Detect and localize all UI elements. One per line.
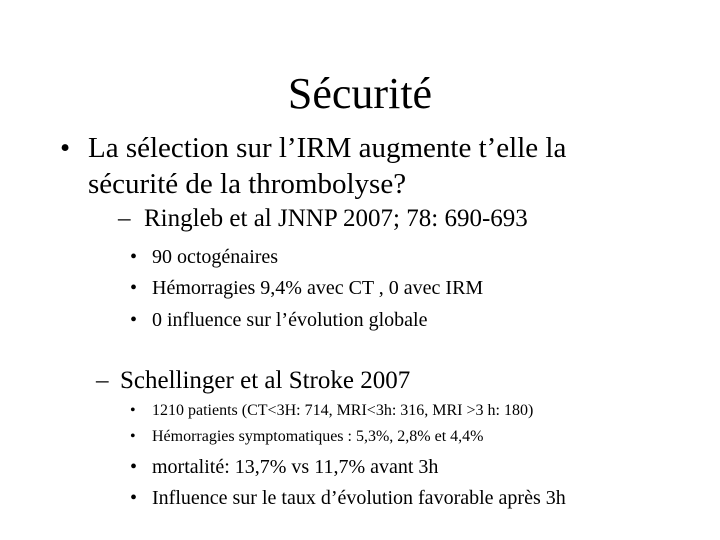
study-2-small-point: 1210 patients (CT<3H: 714, MRI<3h: 316, MRI >3 h: 180): [152, 402, 534, 419]
bullet-marker: •: [130, 277, 138, 299]
study-1-point: 90 octogénaires: [152, 246, 279, 268]
main-question-line-1: La sélection sur l’IRM augmente t’elle la: [88, 132, 567, 164]
bullet-marker: •: [130, 456, 138, 478]
bullet-marker: •: [130, 309, 138, 331]
bullet-marker: •: [130, 402, 136, 419]
bullet-marker: •: [130, 246, 138, 268]
study-2-small-point: Hémorragies symptomatiques : 5,3%, 2,8% et 4,4%: [152, 428, 484, 445]
slide-title: Sécurité: [287, 69, 433, 118]
study-2-citation: Schellinger et al Stroke 2007: [120, 367, 411, 394]
dash-marker: –: [96, 367, 109, 394]
bullet-marker: •: [60, 132, 71, 164]
study-2-point: mortalité: 13,7% vs 11,7% avant 3h: [152, 456, 439, 478]
main-question-line-2: sécurité de la thrombolyse?: [88, 168, 407, 200]
study-1-citation: Ringleb et al JNNP 2007; 78: 690-693: [144, 205, 528, 232]
bullet-marker: •: [130, 428, 136, 445]
study-1-point: Hémorragies 9,4% avec CT , 0 avec IRM: [152, 277, 484, 299]
study-1-point: 0 influence sur l’évolution globale: [152, 309, 428, 331]
study-2-point: Influence sur le taux d’évolution favorable après 3h: [152, 487, 566, 509]
dash-marker: –: [118, 205, 131, 232]
bullet-marker: •: [130, 487, 138, 509]
